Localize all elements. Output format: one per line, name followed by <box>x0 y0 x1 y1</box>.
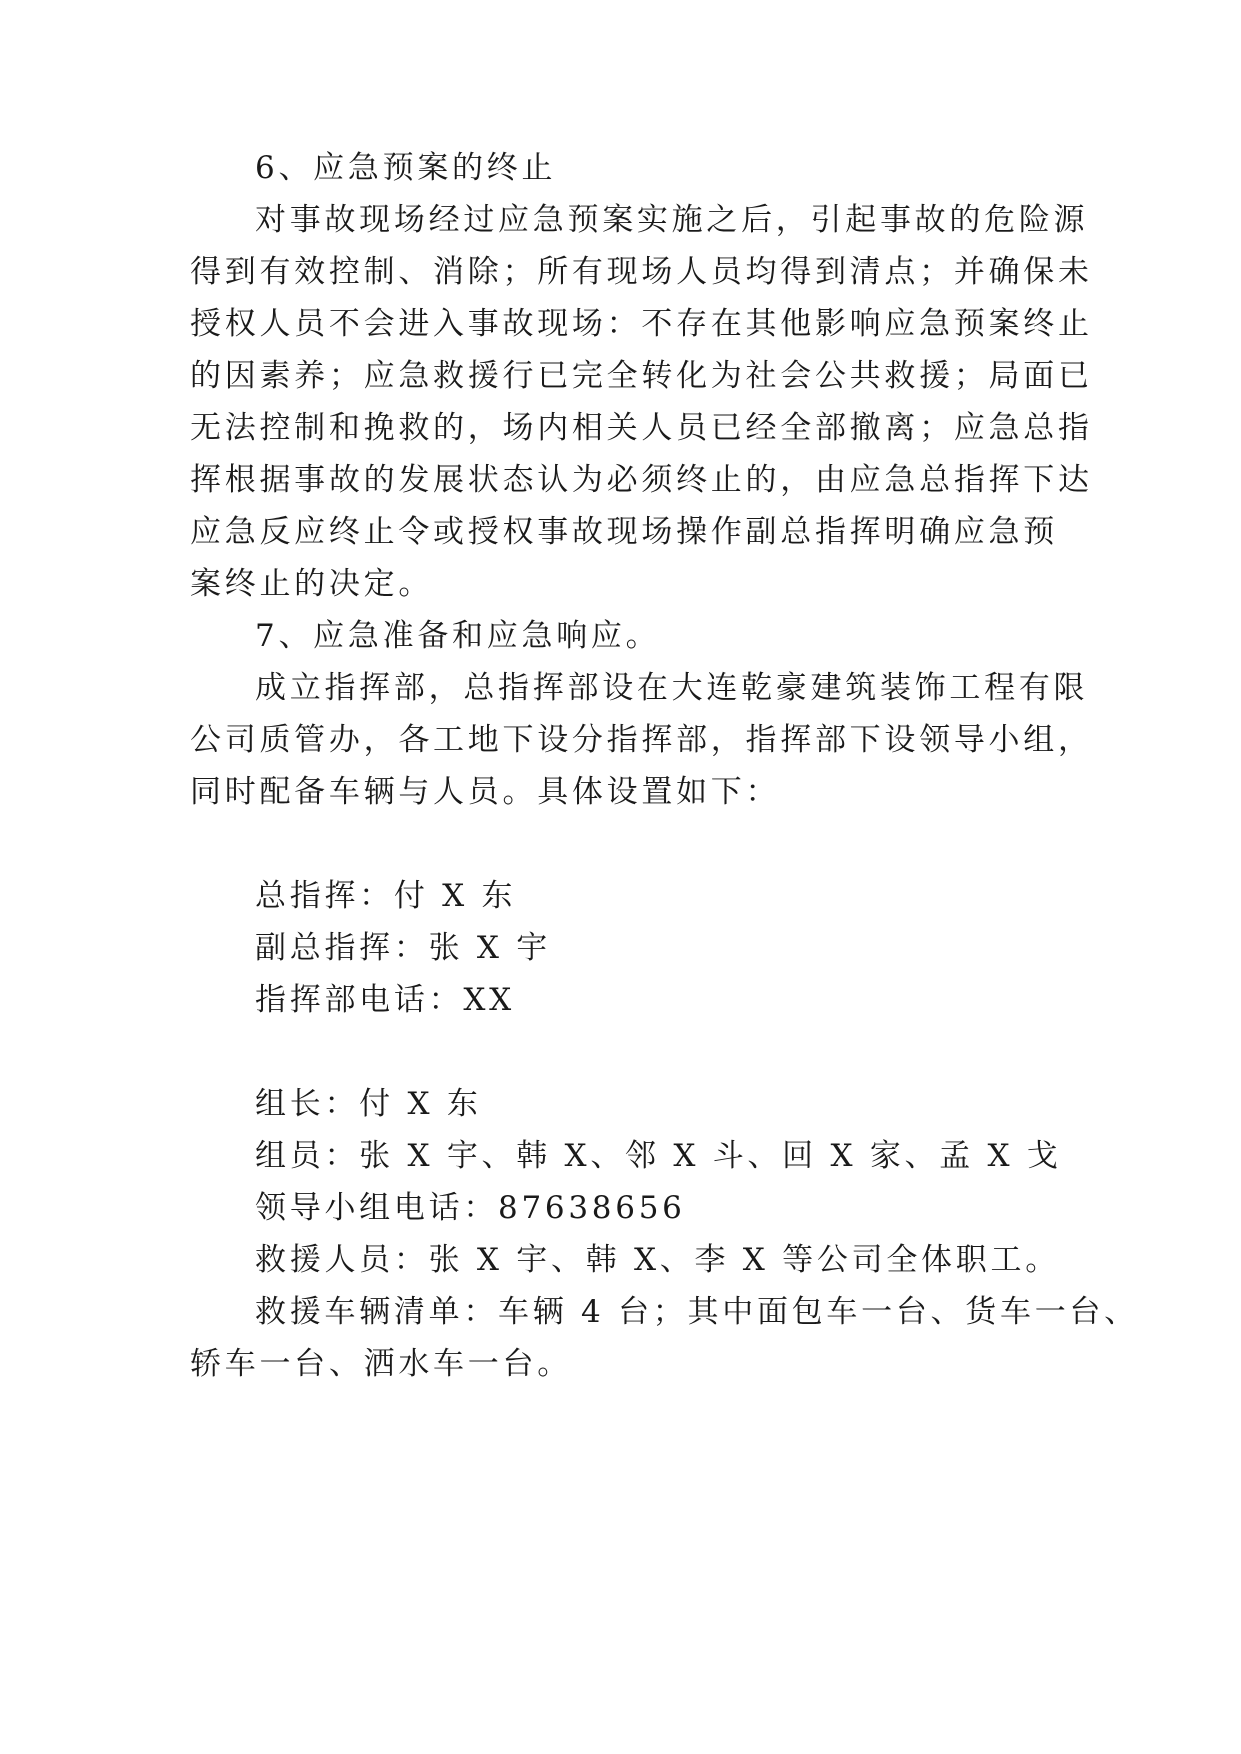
team-leader-line: 组长：付 X 东 <box>255 1086 482 1122</box>
deputy-commander-line: 副总指挥：张 X 宇 <box>255 930 551 966</box>
section6-line-3: 授权人员不会进入事故现场：不存在其他影响应急预案终止 <box>190 306 1093 342</box>
section7-line-2: 公司质管办，各工地下设分指挥部，指挥部下设领导小组， <box>190 722 1093 758</box>
commander-line: 总指挥：付 X 东 <box>255 878 517 914</box>
team-members-line: 组员：张 X 宇、韩 X、邻 X 斗、回 X 家、孟 X 戈 <box>255 1138 1062 1174</box>
section6-line-8: 案终止的决定。 <box>190 566 434 602</box>
section6-line-6: 挥根据事故的发展状态认为必须终止的，由应急总指挥下达 <box>190 462 1093 498</box>
section6-line-1: 对事故现场经过应急预案实施之后，引起事故的危险源 <box>255 202 1089 238</box>
vehicles-line-2: 轿车一台、洒水车一台。 <box>190 1346 572 1382</box>
command-phone-line: 指挥部电话：XX <box>255 982 515 1018</box>
section7-line-3: 同时配备车辆与人员。具体设置如下： <box>190 774 781 810</box>
section6-line-7: 应急反应终止令或授权事故现场操作副总指挥明确应急预 <box>190 514 1058 550</box>
rescuers-line: 救援人员：张 X 宇、韩 X、李 X 等公司全体职工。 <box>255 1242 1060 1278</box>
section6-line-5: 无法控制和挽救的，场内相关人员已经全部撤离；应急总指 <box>190 410 1093 446</box>
section6-heading: 6、应急预案的终止 <box>255 150 557 186</box>
vehicles-line-1: 救援车辆清单：车辆 4 台；其中面包车一台、货车一台、 <box>255 1294 1139 1330</box>
team-phone-line: 领导小组电话：87638656 <box>255 1190 686 1226</box>
section7-line-1: 成立指挥部，总指挥部设在大连乾豪建筑装饰工程有限 <box>255 670 1089 706</box>
section6-line-4: 的因素养；应急救援行已完全转化为社会公共救援；局面已 <box>190 358 1093 394</box>
section7-heading: 7、应急准备和应急响应。 <box>255 618 661 654</box>
section6-line-2: 得到有效控制、消除；所有现场人员均得到清点；并确保未 <box>190 254 1093 290</box>
